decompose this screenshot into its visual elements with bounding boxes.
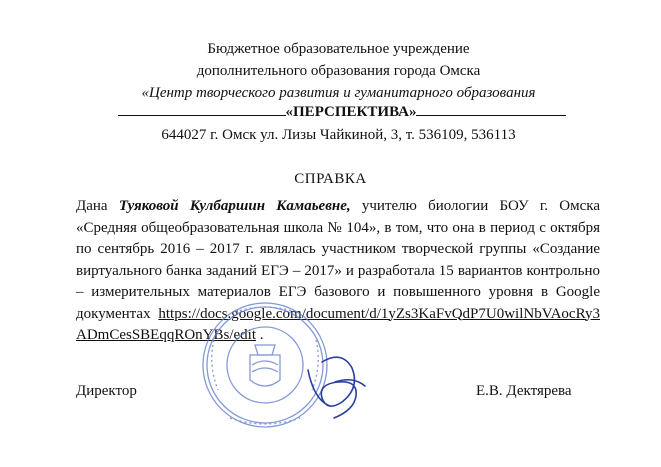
body-end: . [256,327,264,343]
underline-rule-left [118,115,286,116]
signatory-name: Е.В. Дектярева [476,383,572,399]
header-institution-line: Бюджетное образовательное учреждение [207,41,470,57]
document-title: СПРАВКА [294,171,367,187]
google-docs-link[interactable]: https://docs.google.com/document/d/1yZs3KaFvQdP7U0wilNbVAocRy3ADmCesSBEqqROnYBs/edit [76,305,600,343]
underline-rule-right [416,115,566,116]
signatory-title: Директор [76,383,137,399]
recipient-name: Туяковой Кулбаршин Камаьевне, [118,198,351,214]
handwritten-signature [300,350,380,425]
body-intro: Дана [76,198,119,214]
address-line: 644027 г. Омск ул. Лизы Чайкиной, 3, т. 536109, 536113 [161,127,516,143]
body-text: учителю биологии БОУ г. Омска «Средняя общеобразовательная школа № 104», в том, что она в период с октября по сентябрь 2016 – 2017 г. являлась участником творческой группы «Создание виртуального банка заданий ЕГЭ – 2017» и разработала 15 вариантов контрольно – измерительных материалов ЕГЭ базового и повышенного уровня в Google документах [76,198,600,322]
header-department-line: дополнительного образования города Омска [196,63,481,79]
header-center-line: «Центр творческого развития и гуманитарного образования [141,85,536,101]
header-org-line [117,103,567,121]
org-name: «ПЕРСПЕКТИВА» [285,104,417,120]
document-body [76,196,600,347]
